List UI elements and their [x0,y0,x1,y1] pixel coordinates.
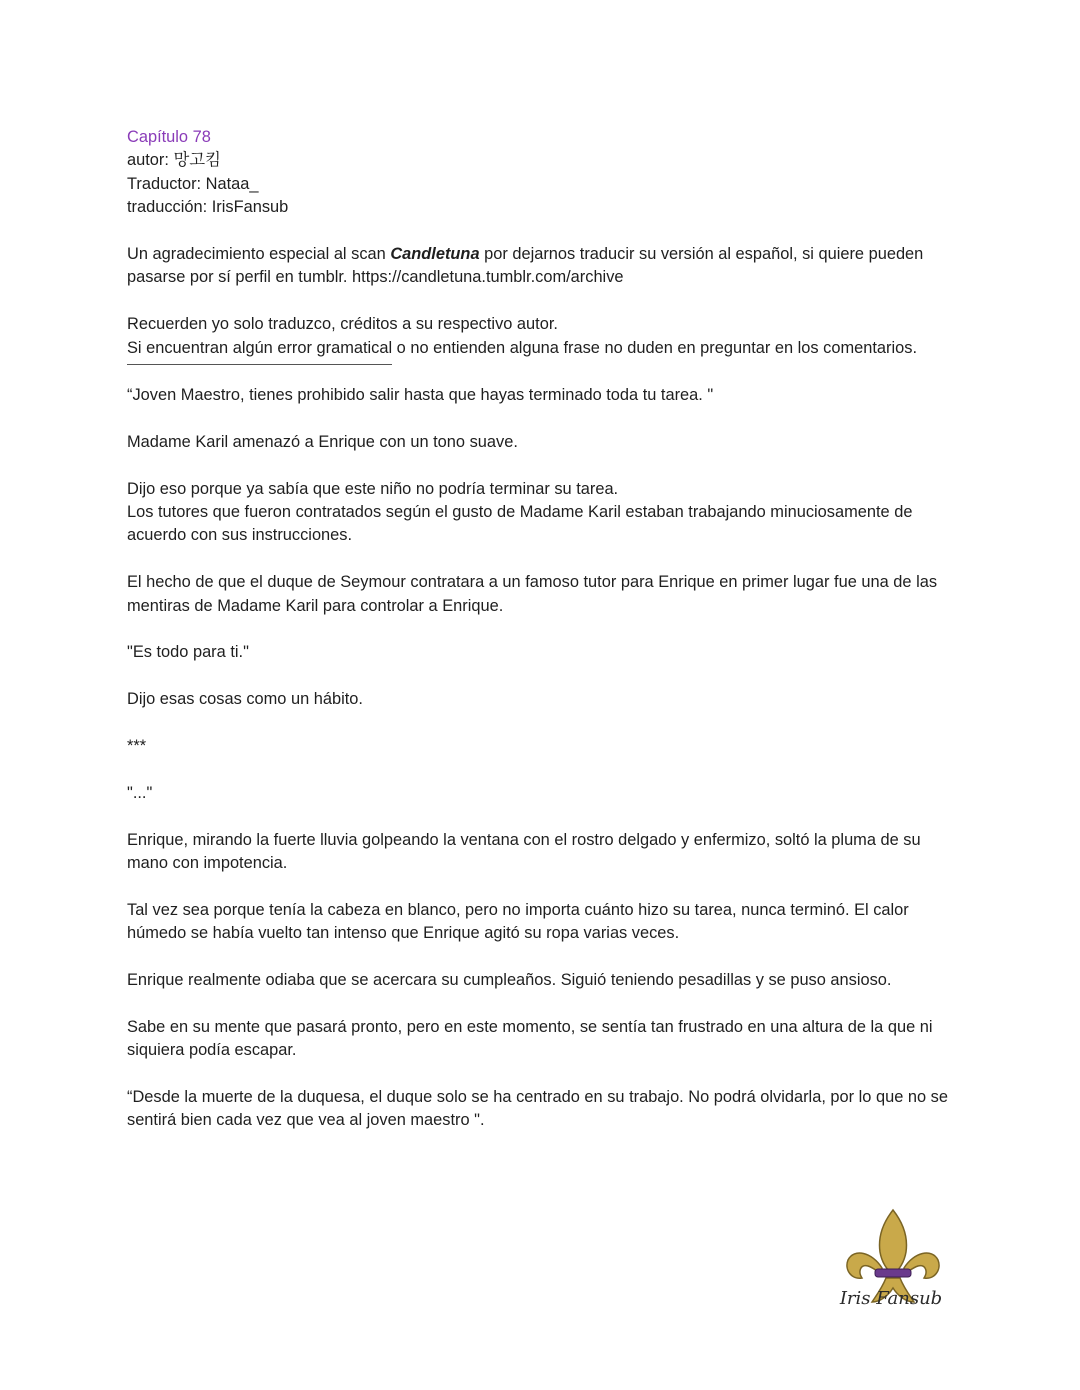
body-paragraph: Dijo esas cosas como un hábito. [127,690,363,709]
body-paragraph: Madame Karil amenazó a Enrique con un tono suave. [127,432,518,451]
translation-line: traducción: IrisFansub [127,198,289,217]
thanks-after: por dejarnos traducir su versión al español, si quiere pueden pasarse por sí perfil en tumblr. https://candletuna.tumblr.com/archive [127,245,924,287]
notice-line-1: Recuerden yo solo traduzco, créditos a su respectivo autor. [127,315,558,334]
body-paragraph: “Joven Maestro, tienes prohibido salir hasta que hayas terminado toda tu tarea. " [127,386,714,405]
scene-break: *** [127,737,147,756]
author-line: autor: 망고킴 [127,151,221,170]
body-paragraph: Enrique, mirando la fuerte lluvia golpeando la ventana con el rostro delgado y enfermizo, soltó la pluma de su mano con impotencia. [127,830,921,873]
body-paragraph: Dijo eso porque ya sabía que este niño no podría terminar su tarea. Los tutores que fueron contratados según el gusto de Madame Karil estaban trabajando minuciosamente de acuerdo con sus instrucciones. [127,479,913,545]
document-page [127,126,957,1156]
body-paragraph: "..." [127,783,153,802]
body-paragraph: “Desde la muerte de la duquesa, el duque solo se ha centrado en su trabajo. No podrá olvidarla, por lo que no se sentirá bien cada vez que vea al joven maestro ". [127,1088,948,1130]
body-paragraph: Sabe en su mente que pasará pronto, pero en este momento, se sentía tan frustrado en una altura de la que ni siquiera podía escapar. [127,1017,933,1060]
chapter-title: Capítulo 78 [127,128,211,146]
body-paragraph: Enrique realmente odiaba que se acercara su cumpleaños. Siguió teniendo pesadillas y se puso ansioso. [127,971,892,990]
scan-name: Candletuna [390,245,480,264]
body-paragraph: El hecho de que el duque de Seymour contratara a un famoso tutor para Enrique en primer lugar fue una de las mentiras de Madame Karil para controlar a Enrique. [127,573,938,615]
spacer [127,220,957,243]
logo-text: Iris Fansub [839,1288,943,1309]
notice-line-2: Si encuentran algún error gramatical o no entienden alguna frase no duden en preguntar en los comentarios. [127,338,917,357]
translator-line: Traductor: Nataa_ [127,174,259,193]
thanks-before: Un agradecimiento especial al scan [127,245,391,264]
thanks-paragraph [127,243,957,290]
body-paragraph: "Es todo para ti." [127,643,249,662]
separator-rule [127,364,392,365]
body-paragraph: Tal vez sea porque tenía la cabeza en blanco, pero no importa cuánto hizo su tarea, nunca terminó. El calor húmedo se había vuelto tan intenso que Enrique agitó su ropa varias veces. [127,900,909,943]
